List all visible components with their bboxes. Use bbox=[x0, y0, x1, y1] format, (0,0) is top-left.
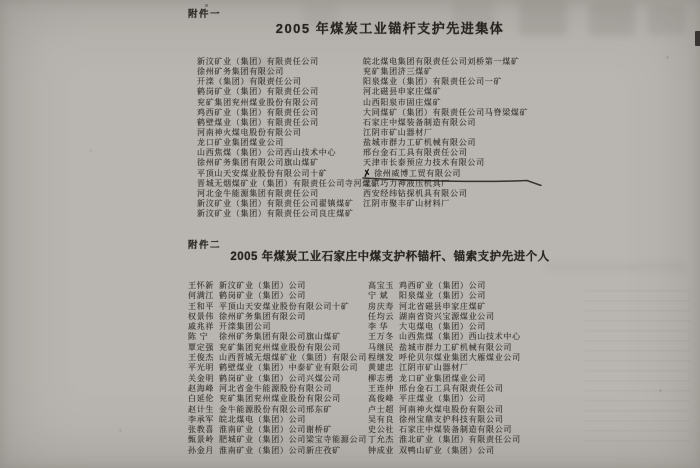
person-org: 呼伦贝尔煤业集团大雁煤业公司 bbox=[399, 353, 521, 363]
scan-edge-mark bbox=[695, 31, 700, 46]
individual-item bbox=[188, 374, 367, 384]
person-name: 宁 斌 bbox=[368, 291, 389, 301]
section1-title: 2005 年煤炭工业锚杆支护先进集体 bbox=[275, 21, 505, 36]
collective-item: 大同煤矿（集团）有限责任公司马脊梁煤矿 bbox=[363, 107, 529, 117]
person-org: 龙口矿业集团煤业公司 bbox=[399, 373, 486, 383]
individual-item bbox=[368, 332, 521, 342]
collective-item: 龙口矿业集团煤业公司 bbox=[197, 138, 284, 148]
individual-item bbox=[188, 435, 367, 445]
person-name: 覃定强 bbox=[188, 342, 215, 352]
person-name: 李承军 bbox=[188, 414, 215, 424]
individual-item bbox=[368, 343, 521, 353]
person-org: 平庄煤业（集团）公司 bbox=[399, 394, 486, 404]
person-name: 王万冬 bbox=[368, 332, 395, 342]
person-org: 山西晋城无烟煤矿业（集团）有限公司 bbox=[219, 353, 367, 363]
collective-item: 河南神火煤电股份有限公司 bbox=[197, 127, 302, 137]
person-name: 房庆寿 bbox=[368, 301, 395, 311]
person-org: 河北省磁县申家庄煤矿 bbox=[399, 301, 486, 311]
person-name: 孙金月 bbox=[188, 445, 215, 455]
individual-item bbox=[368, 281, 521, 291]
person-name: 黄建忠 bbox=[368, 363, 395, 373]
person-name: 关金明 bbox=[188, 373, 215, 383]
collective-item: 新汶矿业（集团）有限责任公司 bbox=[197, 57, 319, 66]
person-org: 淮南矿业（集团）公司新庄孜矿 bbox=[219, 445, 341, 455]
collective-item: 盐城市群力工矿机械有限公司 bbox=[363, 138, 477, 148]
person-name: 吴有良 bbox=[368, 414, 395, 424]
collective-item: 新汶矿业（集团）有限责任公司良庄煤矿 bbox=[197, 209, 354, 219]
collective-item: 江阴市矿山器材厂 bbox=[363, 127, 433, 137]
person-org: 兖矿集团兖州煤业股份有限公司 bbox=[219, 342, 341, 352]
person-org: 徐州宝鼎支护科技有限公司 bbox=[399, 414, 504, 424]
person-name: 史公社 bbox=[368, 425, 395, 435]
person-org: 鹤岗矿业（集团）公司 bbox=[219, 291, 306, 301]
individual-item bbox=[188, 384, 367, 394]
person-name: 卢士超 bbox=[368, 404, 395, 414]
individual-item bbox=[368, 312, 521, 322]
individual-item bbox=[188, 394, 367, 404]
individual-item bbox=[368, 415, 521, 425]
collective-item: 河北磁县申家庄煤矿 bbox=[363, 87, 442, 97]
collective-item: 北京巧力神液压机具厂 bbox=[363, 178, 450, 188]
collective-item: 鹤壁煤业（集团）有限责任公司 bbox=[197, 117, 319, 127]
individual-item bbox=[188, 302, 367, 312]
individual-item bbox=[188, 312, 367, 322]
collective-item: 江阴市聚丰矿山材料厂 bbox=[363, 198, 450, 208]
section2-title: 2005 年煤炭工业石家庄中煤支护杯锚杆、锚索支护先进个人 bbox=[230, 251, 550, 263]
individual-item bbox=[368, 363, 521, 373]
individual-item bbox=[188, 415, 367, 425]
individual-item bbox=[368, 374, 521, 384]
person-org: 淮北矿业（集团）有限责任公司 bbox=[399, 435, 521, 445]
person-org: 金牛能源股份有限公司邢东矿 bbox=[219, 404, 333, 414]
individual-item bbox=[368, 384, 521, 394]
person-name: 戚兆祥 bbox=[188, 322, 215, 332]
person-org: 鹤岗矿业（集团）公司兴煤公司 bbox=[219, 373, 341, 383]
person-name: 平光明 bbox=[188, 363, 215, 373]
collective-item: 皖北煤电集团有限责任公司刘桥第一煤矿 bbox=[363, 57, 520, 66]
collective-item: 河北金牛能源集团有限责任公司 bbox=[197, 188, 319, 198]
person-org: 平顶山天安煤业股份有限公司十矿 bbox=[219, 301, 350, 311]
person-name: 程继发 bbox=[368, 353, 395, 363]
individual-item bbox=[188, 446, 367, 456]
person-org: 皖北煤电（集团）公司 bbox=[219, 414, 306, 424]
collective-item: 开滦（集团）有限责任公司 bbox=[197, 77, 302, 87]
person-name: 何满江 bbox=[188, 291, 215, 301]
person-name: 白延伦 bbox=[188, 394, 215, 404]
person-org: 邢台金石工具有限责任公司 bbox=[399, 383, 504, 393]
collective-item bbox=[363, 169, 528, 179]
individual-item bbox=[368, 353, 521, 363]
individual-item bbox=[368, 446, 521, 456]
individual-item bbox=[368, 291, 521, 301]
collective-item: 新汶矿业（集团）有限责任公司翟镇煤矿 bbox=[197, 198, 354, 208]
individuals-right-column bbox=[368, 281, 521, 456]
collective-item: 石家庄中煤装备制造有限公司 bbox=[363, 117, 477, 127]
collective-item: 邢台金石工具有限责任公司 bbox=[363, 148, 468, 158]
attachment-1-label: 附件一 bbox=[188, 9, 222, 20]
individual-item bbox=[188, 291, 367, 301]
person-name: 赵计生 bbox=[188, 404, 215, 414]
individual-item bbox=[368, 435, 521, 445]
collective-item-label: 徐州威博工贸有限公司 bbox=[374, 168, 462, 178]
person-name: 王和平 bbox=[188, 301, 215, 311]
collective-item: 山西阳泉市固庄煤矿 bbox=[363, 97, 442, 107]
scan-noise-specks bbox=[0, 0, 1, 1]
person-name: 陈 宁 bbox=[188, 332, 209, 342]
individual-item bbox=[188, 405, 367, 415]
person-name: 丁允杰 bbox=[368, 435, 395, 445]
individual-item bbox=[368, 394, 521, 404]
collective-item: 山西焦煤（集团）公司西山技术中心 bbox=[197, 148, 337, 158]
person-org: 开滦集团公司 bbox=[219, 322, 272, 332]
individual-item bbox=[368, 302, 521, 312]
person-org: 淮南矿业（集团）公司谢桥矿 bbox=[219, 425, 333, 435]
person-name: 钟成业 bbox=[368, 445, 395, 455]
collective-item: 阳泉煤业（集团）有限责任公司一矿 bbox=[363, 77, 503, 87]
individual-item bbox=[188, 353, 367, 363]
person-name: 权景伟 bbox=[188, 311, 215, 321]
bleedthrough-text-lines bbox=[585, 290, 690, 448]
person-org: 大屯煤电（集团）公司 bbox=[399, 322, 486, 332]
person-org: 山西焦煤（集团）西山技术中心 bbox=[399, 332, 521, 342]
person-name: 高宝玉 bbox=[368, 281, 395, 290]
person-org: 河南神火煤电股份有限公司 bbox=[399, 404, 504, 414]
individual-item bbox=[188, 281, 367, 291]
person-org: 肥城矿业（集团）公司梁宝寺能源公司 bbox=[219, 435, 367, 445]
individual-item bbox=[368, 322, 521, 332]
individual-item bbox=[188, 425, 367, 435]
individual-item bbox=[188, 343, 367, 353]
individual-item bbox=[368, 405, 521, 415]
person-org: 徐州矿务集团有限公司旗山煤矿 bbox=[219, 332, 341, 342]
person-org: 河北省金牛能源股份有限公司 bbox=[219, 383, 333, 393]
collective-item: 徐州矿务集团有限公司 bbox=[197, 67, 284, 77]
individual-item bbox=[188, 322, 367, 332]
person-org: 双鸭山矿业（集团）公司 bbox=[399, 445, 495, 455]
collective-item: 晋城无烟煤矿业（集团）有限责任公司寺河煤矿 bbox=[197, 178, 380, 188]
attachment-2-label: 附件二 bbox=[188, 240, 222, 251]
collective-item: 西安经纬钻探机具有限公司 bbox=[363, 188, 468, 198]
person-org: 鹤壁煤业（集团）中泰矿业有限公司 bbox=[219, 363, 359, 373]
person-org: 湖南省资兴宝源煤业公司 bbox=[399, 311, 495, 321]
individual-item bbox=[188, 363, 367, 373]
person-org: 阳泉煤业（集团）公司 bbox=[399, 291, 486, 301]
person-name: 张教喜 bbox=[188, 425, 215, 435]
collective-item: 天津市长泰预应力技术有限公司 bbox=[363, 158, 485, 168]
collectives-left-column bbox=[197, 57, 380, 219]
collective-item: 鸡西矿业（集团）有限责任公司 bbox=[197, 107, 319, 117]
person-org: 新汶矿业（集团）公司 bbox=[219, 281, 306, 290]
person-name: 李 华 bbox=[368, 322, 389, 332]
collective-item: 兖矿集团济三煤矿 bbox=[363, 67, 433, 77]
person-name: 王连仲 bbox=[368, 383, 395, 393]
individual-item bbox=[368, 425, 521, 435]
person-org: 石家庄中煤装备制造有限公司 bbox=[399, 425, 513, 435]
individuals-left-column bbox=[188, 281, 367, 456]
collective-item: 徐州矿务集团有限公司旗山煤矿 bbox=[197, 158, 319, 168]
person-name: 甄景岭 bbox=[188, 435, 215, 445]
person-name: 高俊峰 bbox=[368, 394, 395, 404]
person-org: 徐州矿务集团有限公司 bbox=[219, 311, 306, 321]
person-name: 赵海峰 bbox=[188, 383, 215, 393]
person-name: 王怀新 bbox=[188, 281, 215, 290]
person-name: 柳志勇 bbox=[368, 373, 395, 383]
collectives-right-column bbox=[363, 57, 528, 209]
person-name: 任均云 bbox=[368, 311, 395, 321]
person-org: 盐城市群力工矿机械有限公司 bbox=[399, 342, 513, 352]
collective-item: 平顶山天安煤业股份有限公司十矿 bbox=[197, 168, 328, 178]
handwritten-check-mark: ✗ bbox=[361, 167, 374, 180]
person-org: 兖矿集团兖州煤业股份有限公司 bbox=[219, 394, 341, 404]
person-org: 江阴市矿山器材厂 bbox=[399, 363, 469, 373]
person-name: 王俊杰 bbox=[188, 353, 215, 363]
individual-item bbox=[188, 332, 367, 342]
collective-item: 兖矿集团兖州煤业股份有限公司 bbox=[197, 97, 319, 107]
person-org: 鸡西矿业（集团）公司 bbox=[399, 281, 486, 290]
collective-item: 鹤岗矿业（集团）有限责任公司 bbox=[197, 87, 319, 97]
person-name: 马继民 bbox=[368, 342, 395, 352]
bleedthrough-artifact bbox=[648, 5, 686, 35]
